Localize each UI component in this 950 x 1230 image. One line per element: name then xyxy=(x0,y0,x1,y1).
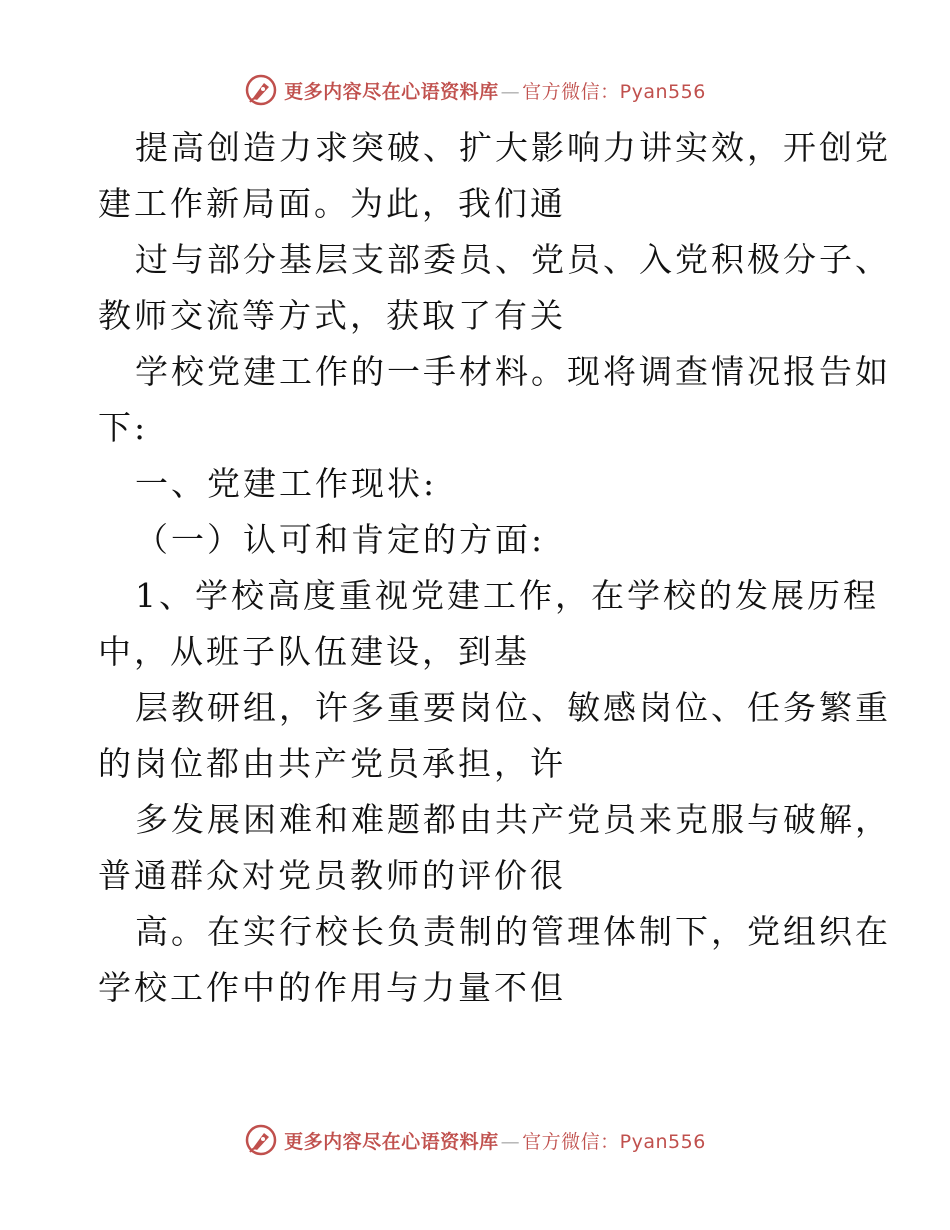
section-heading: 一、党建工作现状: xyxy=(135,464,438,503)
pen-nib-logo-icon xyxy=(244,73,278,107)
body-line: 提高创造力求突破、扩大影响力讲实效，开创党 xyxy=(135,128,891,167)
footer-banner xyxy=(0,1120,950,1160)
body-line: 过与部分基层支部委员、党员、入党积极分子、 xyxy=(135,240,891,279)
body-line: 学校党建工作的一手材料。现将调查情况报告如 xyxy=(135,352,891,391)
body-line: 高。在实行校长负责制的管理体制下，党组织在 xyxy=(135,912,891,951)
subsection-heading: （一）认可和肯定的方面: xyxy=(135,520,546,559)
body-line: 多发展困难和难题都由共产党员来克服与破解， xyxy=(135,800,891,839)
body-line: 教师交流等方式，获取了有关 xyxy=(98,296,566,335)
footer-separator: — xyxy=(500,1130,521,1153)
body-line: 中，从班子队伍建设，到基 xyxy=(98,632,530,671)
footer-promo xyxy=(284,1127,706,1154)
header-promo-text: 更多内容尽在心语资料库 xyxy=(284,80,499,103)
body-line: 下: xyxy=(98,408,149,447)
body-line: 学校工作中的作用与力量不但 xyxy=(98,968,566,1007)
footer-promo-text: 更多内容尽在心语资料库 xyxy=(284,1130,499,1153)
header-wechat-text: 官方微信：Pyan556 xyxy=(522,80,706,103)
header-separator: — xyxy=(500,80,521,103)
document-body xyxy=(98,120,891,1016)
pen-nib-logo-icon xyxy=(244,1123,278,1157)
body-line: 层教研组，许多重要岗位、敏感岗位、任务繁重 xyxy=(135,688,891,727)
body-line: 1、学校高度重视党建工作，在学校的发展历程 xyxy=(135,576,879,615)
body-line: 的岗位都由共产党员承担，许 xyxy=(98,744,566,783)
header-banner xyxy=(0,70,950,110)
header-promo xyxy=(284,77,706,104)
footer-wechat-text: 官方微信：Pyan556 xyxy=(522,1130,706,1153)
body-line: 建工作新局面。为此，我们通 xyxy=(98,184,566,223)
body-line: 普通群众对党员教师的评价很 xyxy=(98,856,566,895)
